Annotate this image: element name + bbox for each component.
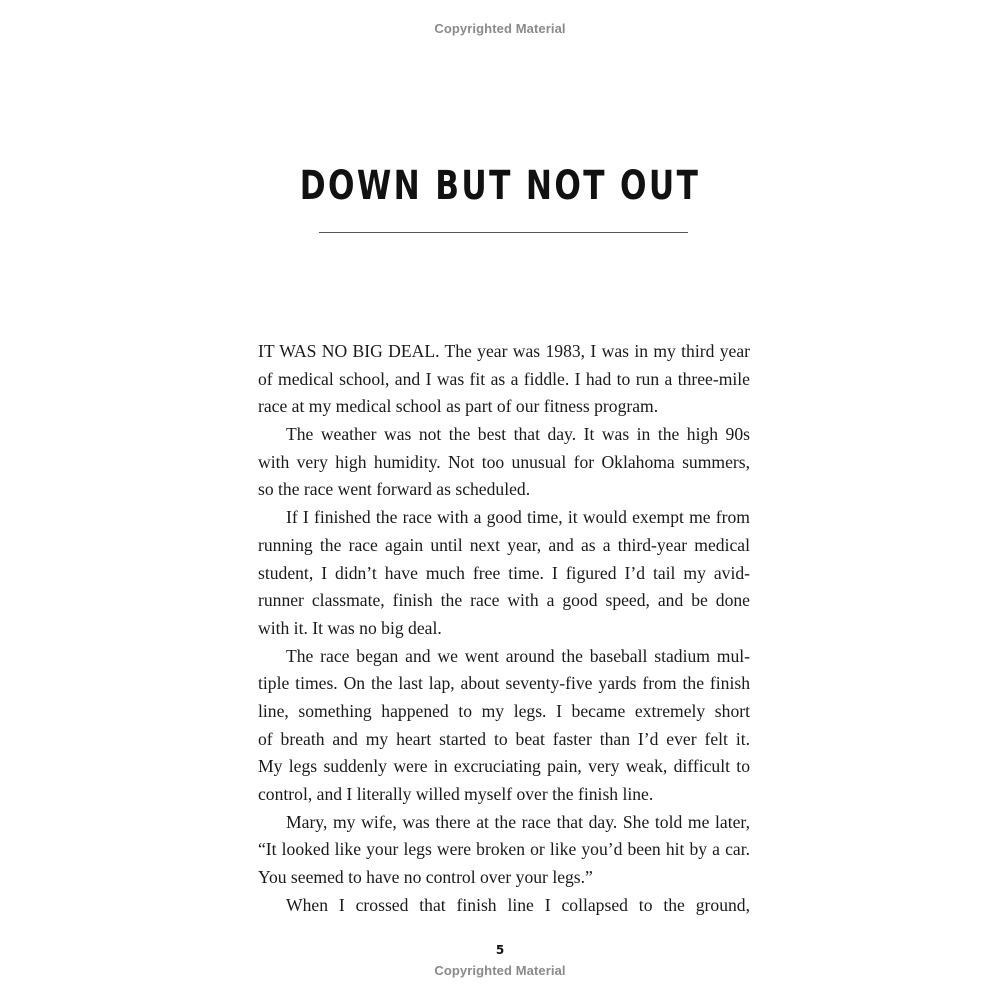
text-line: of breath and my heart started to beat faster than I’d ever felt it. — [258, 728, 750, 749]
text-line: with it. It was no big deal. — [258, 617, 442, 638]
text-line: IT WAS NO BIG DEAL. The year was 1983, I was in my third year — [258, 341, 750, 361]
text-line: “It looked like your legs were broken or like you’d been hit by a car. — [258, 839, 750, 860]
text-line: race at my medical school as part of our fitness program. — [258, 396, 659, 417]
text-line: control, and I literally willed myself over the finish line. — [258, 784, 654, 804]
text-line: student, I didn’t have much free time. I figured I’d tail my avid- — [258, 562, 750, 583]
paragraph — [258, 421, 750, 504]
text-line: tiple times. On the last lap, about seventy-five yards from the finish — [258, 673, 750, 694]
text-line: Mary, my wife, was there at the race that day. She told me later, — [286, 811, 750, 832]
text-line: When I crossed that finish line I collapsed to the ground, — [286, 894, 750, 915]
text-line: with very high humidity. Not too unusual for Oklahoma summers, — [258, 451, 750, 472]
paragraph — [258, 338, 750, 421]
text-line: running the race again until next year, and as a third-year medical — [258, 534, 750, 555]
paragraph — [258, 892, 750, 920]
text-line: line, something happened to my legs. I became extremely short — [258, 700, 750, 721]
text-line: of medical school, and I was fit as a fiddle. I had to run a three-mile — [258, 368, 750, 389]
paragraph — [258, 809, 750, 892]
text-line: runner classmate, finish the race with a good speed, and be done — [258, 590, 750, 611]
chapter-title: DOWN BUT NOT OUT — [299, 163, 701, 209]
text-line: If I finished the race with a good time, it would exempt me from — [286, 507, 750, 528]
page-number: 5 — [495, 943, 505, 957]
paragraph — [258, 643, 750, 809]
title-divider — [319, 232, 688, 233]
copyright-watermark-top: Copyrighted Material — [434, 21, 566, 36]
body-text — [258, 338, 750, 919]
text-line: My legs suddenly were in excruciating pain, very weak, difficult to — [258, 756, 750, 777]
text-line: The weather was not the best that day. It was in the high 90s — [286, 424, 750, 445]
text-line: You seemed to have no control over your legs.” — [258, 867, 593, 888]
text-line: so the race went forward as scheduled. — [258, 479, 531, 500]
paragraph — [258, 504, 750, 642]
text-line: The race began and we went around the baseball stadium mul- — [286, 645, 750, 666]
copyright-watermark-bottom: Copyrighted Material — [434, 963, 566, 978]
